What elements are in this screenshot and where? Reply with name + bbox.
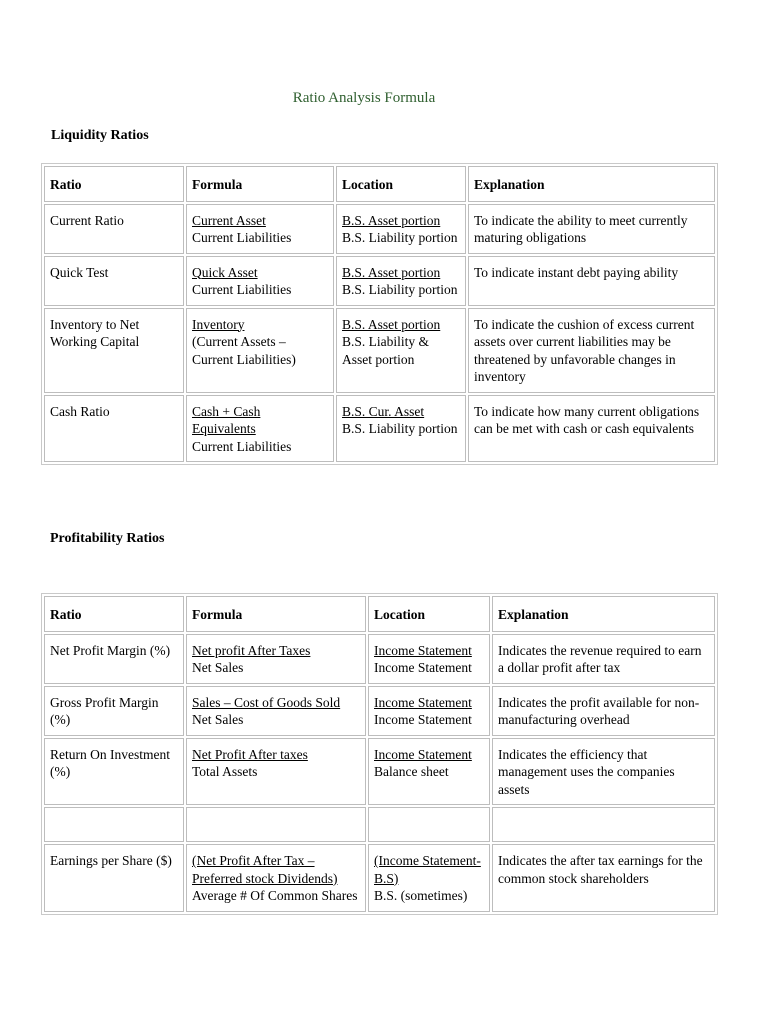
location-top: (Income Statement-B.S) (374, 853, 481, 886)
profitability-heading: Profitability Ratios (50, 531, 165, 546)
location-cell (336, 308, 466, 393)
location-cell (368, 844, 490, 912)
table-header-row (44, 596, 715, 632)
ratio-cell: Earnings per Share ($) (44, 844, 184, 912)
liquidity-table (41, 163, 718, 465)
explanation-cell: To indicate instant debt paying ability (468, 256, 715, 306)
formula-denominator: Net Sales (192, 660, 244, 675)
explanation-cell: To indicate the ability to meet currently maturing obligations (468, 204, 715, 254)
location-bottom: B.S. Liability & Asset portion (342, 334, 430, 367)
location-bottom: B.S. Liability portion (342, 421, 458, 436)
location-top: B.S. Asset portion (342, 264, 441, 280)
formula-cell (186, 844, 366, 912)
formula-cell (186, 256, 334, 306)
explanation-cell: Indicates the efficiency that management uses the companies assets (492, 738, 715, 806)
table-header-row (44, 166, 715, 202)
table-row (44, 634, 715, 684)
formula-numerator: (Net Profit After Tax – Preferred stock Dividends) (192, 853, 338, 886)
location-bottom: Balance sheet (374, 764, 449, 779)
location-bottom: B.S. Liability portion (342, 230, 458, 245)
explanation-cell: Indicates the revenue required to earn a dollar profit after tax (492, 634, 715, 684)
header-formula: Formula (186, 166, 334, 202)
formula-denominator: Current Liabilities (192, 282, 292, 297)
formula-denominator: Current Liabilities (192, 438, 292, 454)
profitability-table (41, 593, 718, 915)
table-row (44, 308, 715, 393)
location-bottom: B.S. (sometimes) (374, 888, 468, 903)
explanation-cell: To indicate the cushion of excess current assets over current liabilities may be threatened by unfavorable changes in inventory (468, 308, 715, 393)
location-top: B.S. Cur. Asset (342, 403, 425, 419)
formula-numerator: Inventory (192, 316, 245, 332)
location-cell (368, 634, 490, 684)
formula-cell (186, 308, 334, 393)
formula-numerator: Quick Asset (192, 264, 258, 280)
formula-denominator: Total Assets (192, 764, 258, 779)
location-top: Income Statement (374, 642, 472, 658)
formula-numerator: Current Asset (192, 212, 266, 228)
table-row (44, 844, 715, 912)
empty-cell (44, 807, 184, 842)
formula-denominator: Current Liabilities (192, 230, 292, 245)
empty-cell (492, 807, 715, 842)
formula-numerator: Net profit After Taxes (192, 642, 311, 658)
ratio-cell: Gross Profit Margin (%) (44, 686, 184, 736)
explanation-cell: Indicates the after tax earnings for the common stock shareholders (492, 844, 715, 912)
empty-cell (368, 807, 490, 842)
formula-cell (186, 204, 334, 254)
location-bottom: B.S. Liability portion (342, 282, 458, 297)
location-cell (368, 738, 490, 806)
formula-cell (186, 738, 366, 806)
location-bottom: Income Statement (374, 712, 472, 727)
formula-cell (186, 634, 366, 684)
empty-row (44, 807, 715, 842)
ratio-cell: Current Ratio (44, 204, 184, 254)
formula-numerator: Cash + Cash Equivalents (192, 403, 261, 436)
table-row (44, 738, 715, 806)
ratio-cell: Quick Test (44, 256, 184, 306)
location-cell (368, 686, 490, 736)
header-explanation: Explanation (492, 596, 715, 632)
header-location: Location (336, 166, 466, 202)
header-formula: Formula (186, 596, 366, 632)
ratio-cell: Inventory to Net Working Capital (44, 308, 184, 393)
table-row (44, 686, 715, 736)
location-cell (336, 395, 466, 463)
explanation-cell: Indicates the profit available for non-manufacturing overhead (492, 686, 715, 736)
location-cell (336, 204, 466, 254)
location-top: Income Statement (374, 746, 472, 762)
formula-denominator: (Current Assets – Current Liabilities) (192, 334, 296, 367)
formula-denominator: Average # Of Common Shares (192, 888, 358, 903)
ratio-cell: Return On Investment (%) (44, 738, 184, 806)
header-ratio: Ratio (44, 596, 184, 632)
formula-cell (186, 395, 334, 463)
explanation-cell: To indicate how many current obligations can be met with cash or cash equivalents (468, 395, 715, 463)
header-explanation: Explanation (468, 166, 715, 202)
location-bottom: Income Statement (374, 660, 472, 675)
ratio-cell: Net Profit Margin (%) (44, 634, 184, 684)
ratio-cell: Cash Ratio (44, 395, 184, 463)
formula-numerator: Net Profit After taxes (192, 746, 308, 762)
empty-cell (186, 807, 366, 842)
location-cell (336, 256, 466, 306)
header-ratio: Ratio (44, 166, 184, 202)
liquidity-heading: Liquidity Ratios (51, 128, 149, 143)
header-location: Location (368, 596, 490, 632)
location-top: Income Statement (374, 694, 472, 710)
formula-numerator: Sales – Cost of Goods Sold (192, 694, 341, 710)
formula-cell (186, 686, 366, 736)
location-top: B.S. Asset portion (342, 212, 441, 228)
page-title: Ratio Analysis Formula (292, 90, 436, 106)
formula-denominator: Net Sales (192, 712, 244, 727)
table-row (44, 256, 715, 306)
table-row (44, 204, 715, 254)
location-top: B.S. Asset portion (342, 316, 441, 332)
table-row (44, 395, 715, 463)
